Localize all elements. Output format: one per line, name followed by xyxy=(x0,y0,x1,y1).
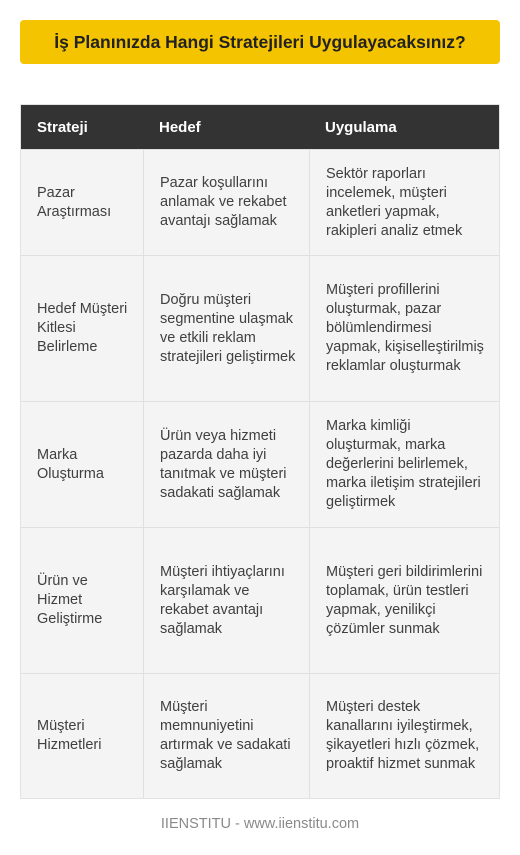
table-row xyxy=(21,255,499,401)
page-title: İş Planınızda Hangi Stratejileri Uygulayacaksınız? xyxy=(54,31,466,52)
cell-strategy: Marka Oluşturma xyxy=(37,446,104,482)
table-row xyxy=(21,527,499,673)
cell-application: Marka kimliği oluşturmak, marka değerlerini belirlemek, marka iletişim stratejileri geliştirmek xyxy=(309,402,499,527)
table-row xyxy=(21,673,499,798)
cell-application: Müşteri destek kanallarını iyileştirmek, şikayetleri hızlı çözmek, proaktif hizmet sunmak xyxy=(309,674,499,798)
cell-strategy: Müşteri Hizmetleri xyxy=(37,718,102,753)
cell-goal: Müşteri ihtiyaçlarını karşılamak ve rekabet avantajı sağlamak xyxy=(143,528,309,673)
footer-credit: IIENSTITU - www.iienstitu.com xyxy=(160,816,360,832)
table-header xyxy=(21,105,499,149)
header-application: Uygulama xyxy=(325,118,397,136)
cell-application: Müşteri geri bildirimlerini toplamak, ürün testleri yapmak, yenilikçi çözümler sunmak xyxy=(309,528,499,673)
cell-application: Sektör raporları incelemek, müşteri anketleri yapmak, rakipleri analiz etmek xyxy=(309,150,499,255)
cell-goal: Pazar koşullarını anlamak ve rekabet avantajı sağlamak xyxy=(143,150,309,255)
strategy-table xyxy=(20,104,500,799)
cell-goal: Müşteri memnuniyetini artırmak ve sadakati sağlamak xyxy=(143,674,309,798)
cell-strategy: Ürün ve Hizmet Geliştirme xyxy=(37,573,103,627)
cell-strategy: Hedef Müşteri Kitlesi Belirleme xyxy=(37,301,128,355)
cell-goal: Doğru müşteri segmentine ulaşmak ve etkili reklam stratejileri geliştirmek xyxy=(143,256,309,401)
header-goal: Hedef xyxy=(159,118,201,136)
table-row xyxy=(21,149,499,255)
cell-goal: Ürün veya hizmeti pazarda daha iyi tanıtmak ve müşteri sadakati sağlamak xyxy=(143,402,309,527)
header-strategy: Strateji xyxy=(37,118,88,136)
cell-strategy: Pazar Araştırması xyxy=(37,184,112,220)
title-banner xyxy=(20,20,500,64)
table-row xyxy=(21,401,499,527)
cell-application: Müşteri profillerini oluşturmak, pazar bölümlendirmesi yapmak, kişiselleştirilmiş reklamlar oluşturmak xyxy=(309,256,499,401)
